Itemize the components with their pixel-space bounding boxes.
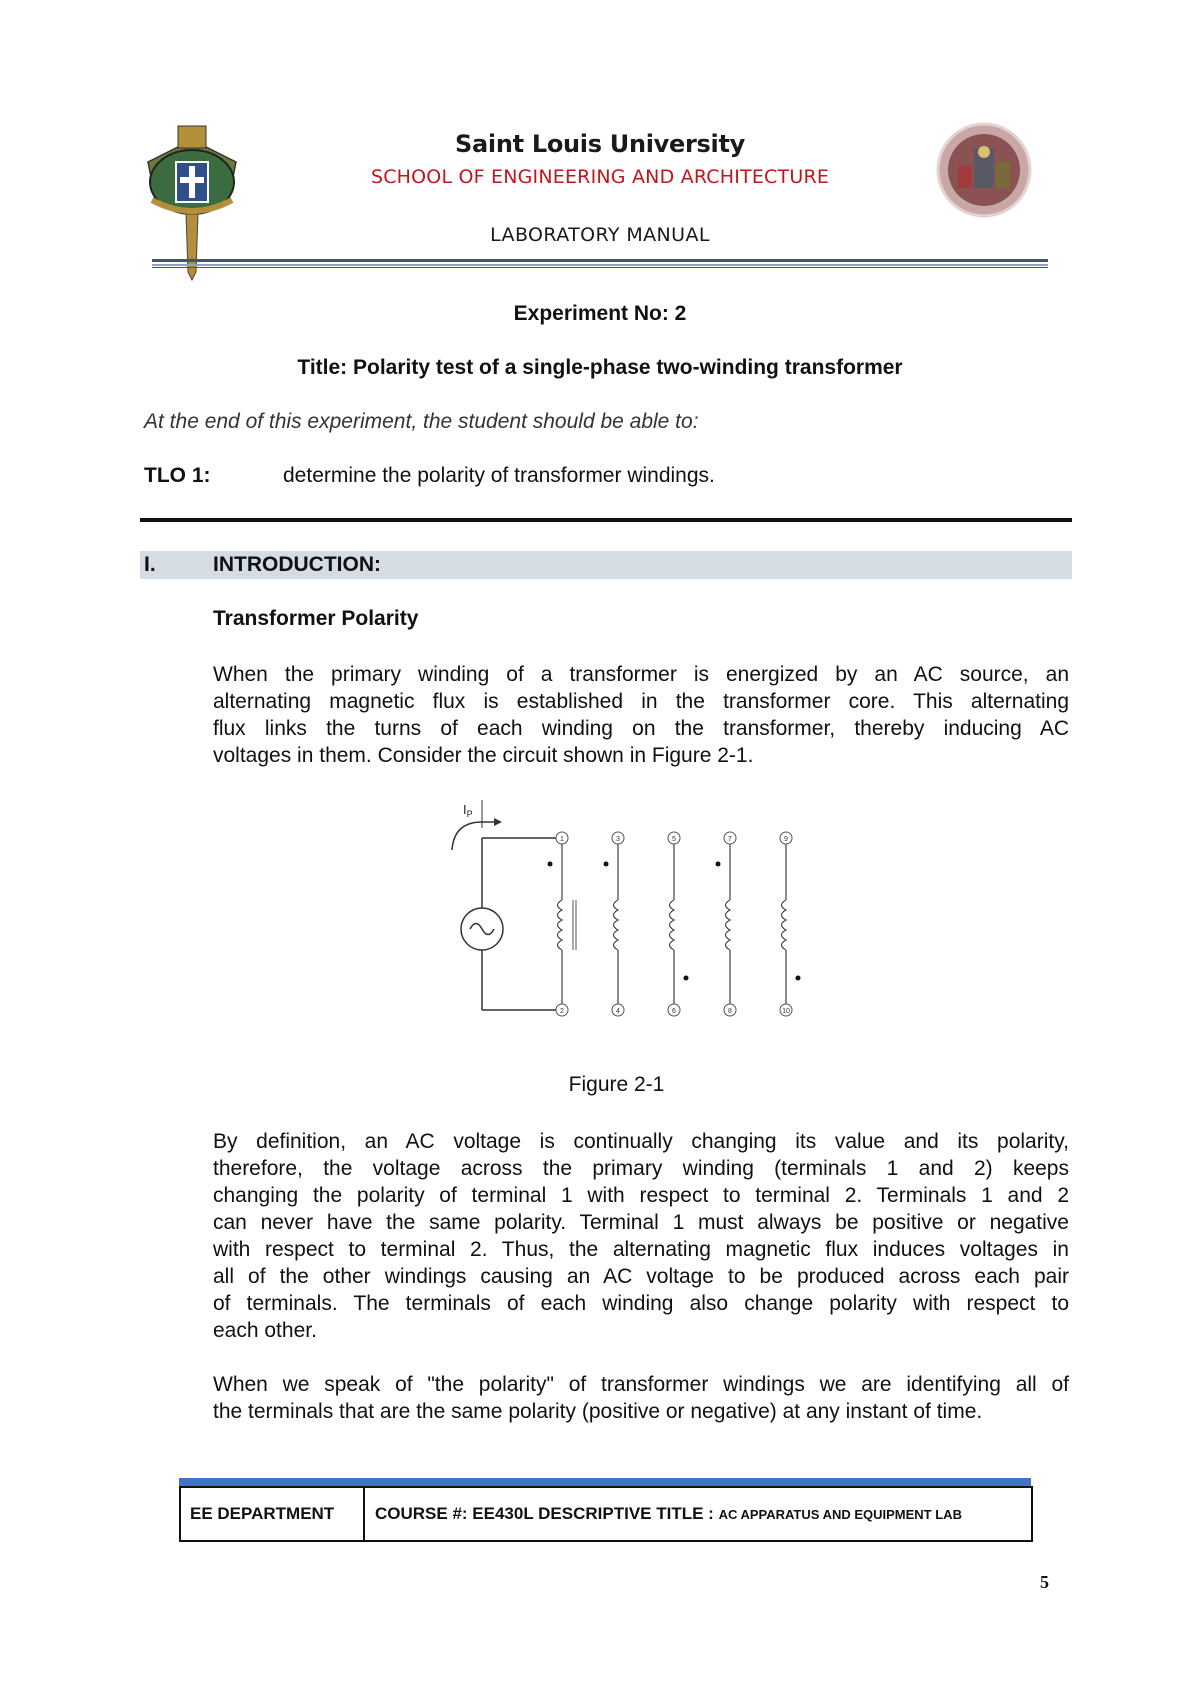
paragraph-intro <box>213 661 1069 769</box>
tlo-label: TLO 1: <box>144 464 211 487</box>
winding-coil-icon <box>782 900 787 950</box>
manual-label: LABORATORY MANUAL <box>490 224 710 246</box>
figure-transformer-circuit <box>440 800 820 1050</box>
terminal-label-7: 7 <box>728 836 732 843</box>
polarity-dot <box>684 976 689 981</box>
subheading: Transformer Polarity <box>213 607 419 630</box>
paragraph-line: alternating magnetic flux is established in the transformer core. This alternating <box>213 690 1069 713</box>
winding-coil-icon <box>726 900 731 950</box>
experiment-title: Title: Polarity test of a single-phase two-winding transformer <box>297 356 903 379</box>
footer-course <box>365 1488 1031 1540</box>
paragraph-line: of terminals. The terminals of each winding also change polarity with respect to <box>213 1292 1069 1315</box>
terminal-label-10: 10 <box>782 1008 790 1015</box>
winding-coil-icon <box>614 900 619 950</box>
terminal-label-6: 6 <box>672 1008 676 1015</box>
footer-table <box>179 1486 1033 1542</box>
winding-coil-icon <box>670 900 675 950</box>
paragraph-line: voltages in them. Consider the circuit shown in Figure 2-1. <box>213 744 754 767</box>
paragraph-line: When the primary winding of a transformer is energized by an AC source, an <box>213 663 1069 686</box>
section-divider <box>140 518 1072 522</box>
header-rule <box>152 258 1048 270</box>
footer-department: EE DEPARTMENT <box>181 1488 365 1540</box>
university-name: Saint Louis University <box>455 130 745 158</box>
objective-intro: At the end of this experiment, the student should be able to: <box>144 410 699 433</box>
figure-caption: Figure 2-1 <box>568 1073 665 1096</box>
paragraph-line: therefore, the voltage across the primary winding (terminals 1 and 2) keeps <box>213 1157 1069 1180</box>
current-label-text: $I_P$ <box>463 802 473 819</box>
terminal-label-8: 8 <box>728 1008 732 1015</box>
section-title: INTRODUCTION: <box>213 553 381 576</box>
school-name: SCHOOL OF ENGINEERING AND ARCHITECTURE <box>370 166 830 188</box>
footer-course-title: AC APPARATUS AND EQUIPMENT LAB <box>718 1507 962 1522</box>
terminal-label-3: 3 <box>616 836 620 843</box>
terminal-label-5: 5 <box>672 836 676 843</box>
polarity-dot <box>548 862 553 867</box>
terminal-label-1: 1 <box>560 836 564 843</box>
paragraph-polarity <box>213 1371 1069 1425</box>
polarity-dot <box>796 976 801 981</box>
paragraph-line: all of the other windings causing an AC voltage to be produced across each pair <box>213 1265 1069 1288</box>
paragraph-line: By definition, an AC voltage is continually changing its value and its polarity, <box>213 1130 1069 1153</box>
paragraph-line: the terminals that are the same polarity (positive or negative) at any instant of time. <box>213 1400 983 1423</box>
polarity-dot <box>716 862 721 867</box>
page-number: 5 <box>1040 1572 1049 1592</box>
experiment-number: Experiment No: 2 <box>513 302 687 325</box>
polarity-dot <box>604 862 609 867</box>
paragraph-line: can never have the same polarity. Terminal 1 must always be positive or negative <box>213 1211 1069 1234</box>
terminal-label-9: 9 <box>784 836 788 843</box>
terminal-label-2: 2 <box>560 1008 564 1015</box>
paragraph-line: changing the polarity of terminal 1 with respect to terminal 2. Terminals 1 and 2 <box>213 1184 1069 1207</box>
footer-course-label: COURSE #: EE430L DESCRIPTIVE TITLE : <box>375 1504 714 1523</box>
section-number: I. <box>144 553 156 576</box>
paragraph-line: each other. <box>213 1319 317 1342</box>
terminal-label-4: 4 <box>616 1008 620 1015</box>
paragraph-definition <box>213 1128 1069 1344</box>
paragraph-line: with respect to terminal 2. Thus, the alternating magnetic flux induces voltages in <box>213 1238 1069 1261</box>
paragraph-line: When we speak of "the polarity" of transformer windings we are identifying all of <box>213 1373 1069 1396</box>
footer-accent-bar <box>179 1478 1031 1486</box>
paragraph-line: flux links the turns of each winding on the transformer, thereby inducing AC <box>213 717 1069 740</box>
tlo-text: determine the polarity of transformer windings. <box>283 464 715 487</box>
winding-coil-icon <box>558 900 563 950</box>
